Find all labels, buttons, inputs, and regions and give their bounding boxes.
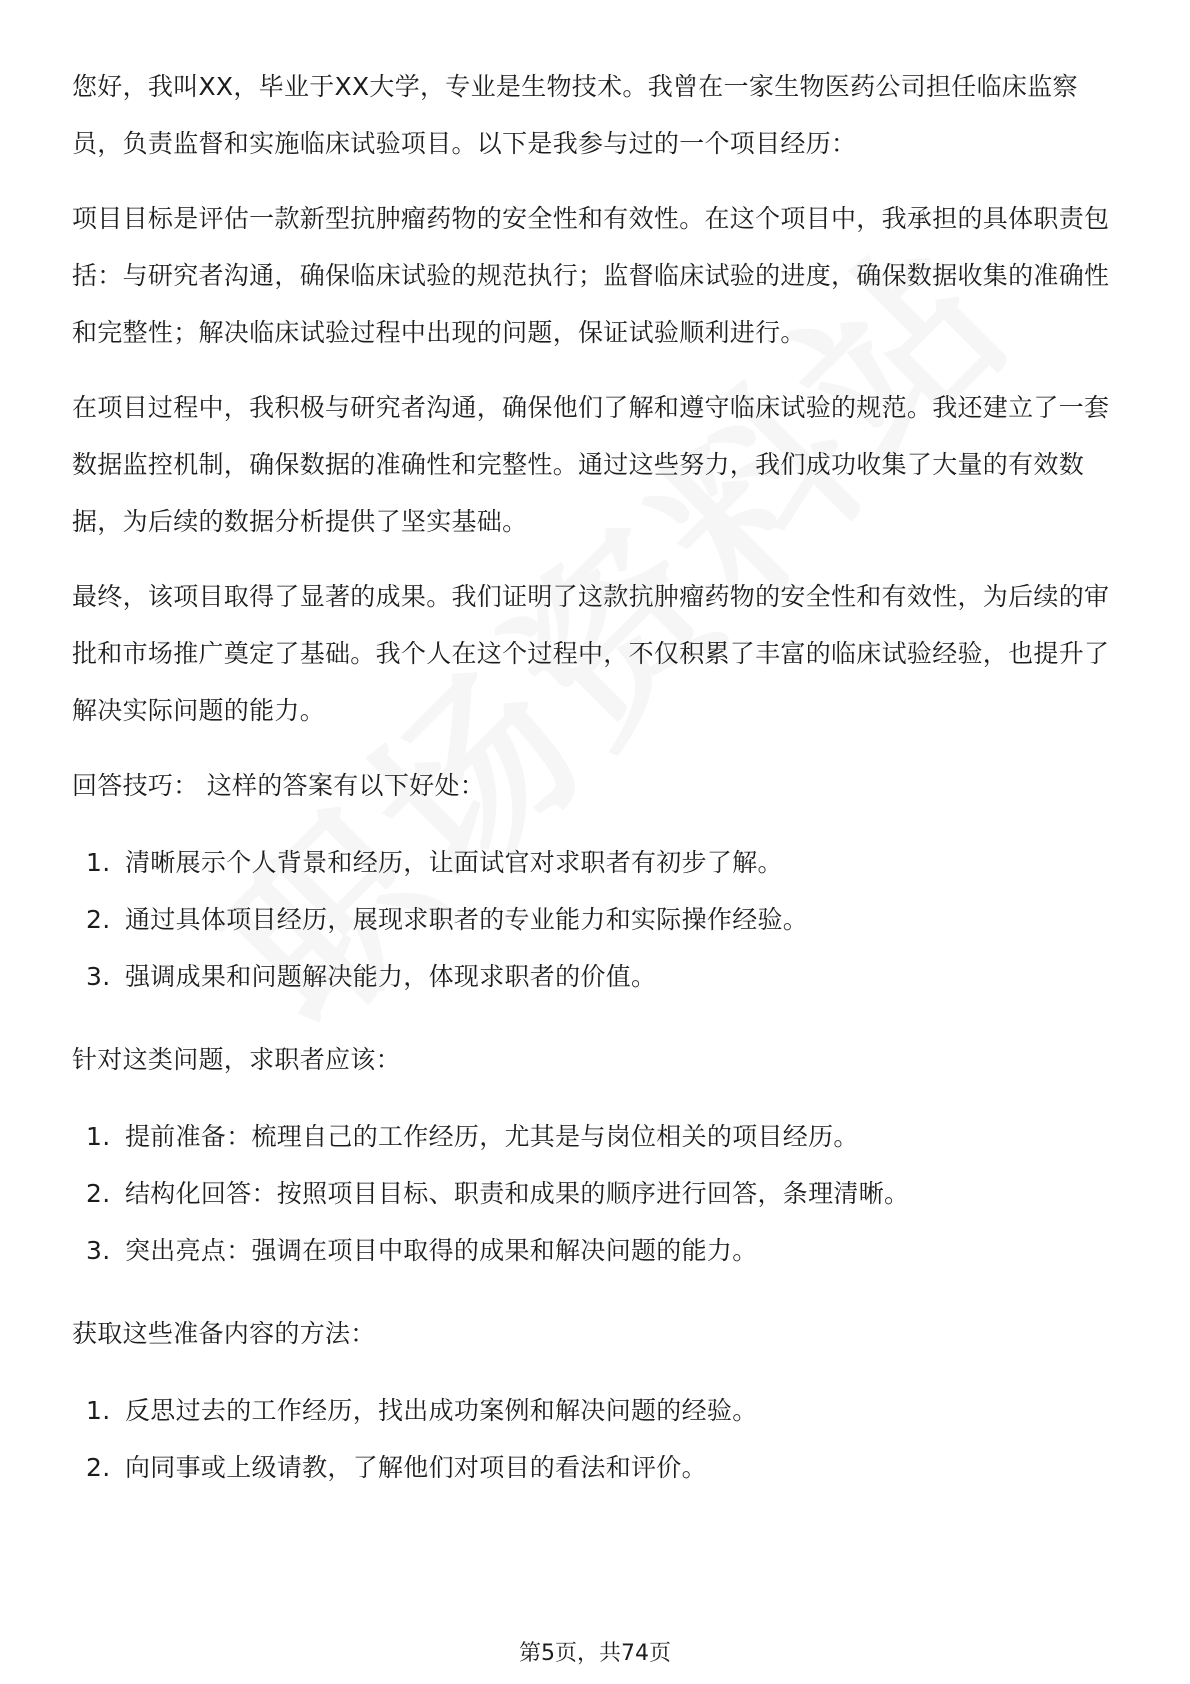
list-item (72, 1439, 1112, 1496)
list-text: 提前准备：梳理自己的工作经历，尤其是与岗位相关的项目经历。 (125, 1122, 859, 1151)
should-list (72, 1108, 1112, 1279)
methods-list (72, 1382, 1112, 1496)
list-text: 清晰展示个人背景和经历，让面试官对求职者有初步了解。 (125, 848, 783, 877)
list-text: 强调成果和问题解决能力，体现求职者的价值。 (125, 962, 657, 991)
project-process-paragraph: 在项目过程中，我积极与研究者沟通，确保他们了解和遵守临床试验的规范。我还建立了一套数据监控机制，确保数据的准确性和完整性。通过这些努力，我们成功收集了大量的有效数据，为后续的数据分析提供了坚实基础。 (72, 393, 1110, 536)
list-text: 突出亮点：强调在项目中取得的成果和解决问题的能力。 (125, 1236, 758, 1265)
list-item (72, 1382, 1112, 1439)
list-item (72, 1108, 1112, 1165)
list-item (72, 1222, 1112, 1279)
tips-heading: 回答技巧： 这样的答案有以下好处： (72, 771, 486, 800)
list-item (72, 948, 1112, 1005)
list-number: 1. (86, 848, 111, 877)
list-item (72, 834, 1112, 891)
should-heading: 针对这类问题，求职者应该： (72, 1045, 401, 1074)
intro-paragraph: 您好，我叫XX，毕业于XX大学，专业是生物技术。我曾在一家生物医药公司担任临床监察员，负责监督和实施临床试验项目。以下是我参与过的一个项目经历： (72, 72, 1078, 158)
list-text: 结构化回答：按照项目目标、职责和成果的顺序进行回答，条理清晰。 (125, 1179, 910, 1208)
page-number: 第5页，共74页 (519, 1641, 671, 1666)
tips-list (72, 834, 1112, 1005)
methods-heading: 获取这些准备内容的方法： (72, 1319, 376, 1348)
list-number: 1. (86, 1396, 111, 1425)
list-item (72, 891, 1112, 948)
project-result-paragraph: 最终，该项目取得了显著的成果。我们证明了这款抗肿瘤药物的安全性和有效性，为后续的审批和市场推广奠定了基础。我个人在这个过程中，不仅积累了丰富的临床试验经验，也提升了解决实际问题的能力。 (72, 582, 1110, 725)
list-text: 通过具体项目经历，展现求职者的专业能力和实际操作经验。 (125, 905, 809, 934)
list-number: 2. (86, 1453, 111, 1482)
list-text: 向同事或上级请教，了解他们对项目的看法和评价。 (125, 1453, 707, 1482)
list-number: 2. (86, 1179, 111, 1208)
document-body (72, 58, 1112, 1522)
list-number: 3. (86, 962, 111, 991)
list-text: 反思过去的工作经历，找出成功案例和解决问题的经验。 (125, 1396, 758, 1425)
list-number: 3. (86, 1236, 111, 1265)
list-item (72, 1165, 1112, 1222)
list-number: 2. (86, 905, 111, 934)
list-number: 1. (86, 1122, 111, 1151)
project-goal-paragraph: 项目目标是评估一款新型抗肿瘤药物的安全性和有效性。在这个项目中，我承担的具体职责包括：与研究者沟通，确保临床试验的规范执行；监督临床试验的进度，确保数据收集的准确性和完整性；解决临床试验过程中出现的问题，保证试验顺利进行。 (72, 204, 1110, 347)
